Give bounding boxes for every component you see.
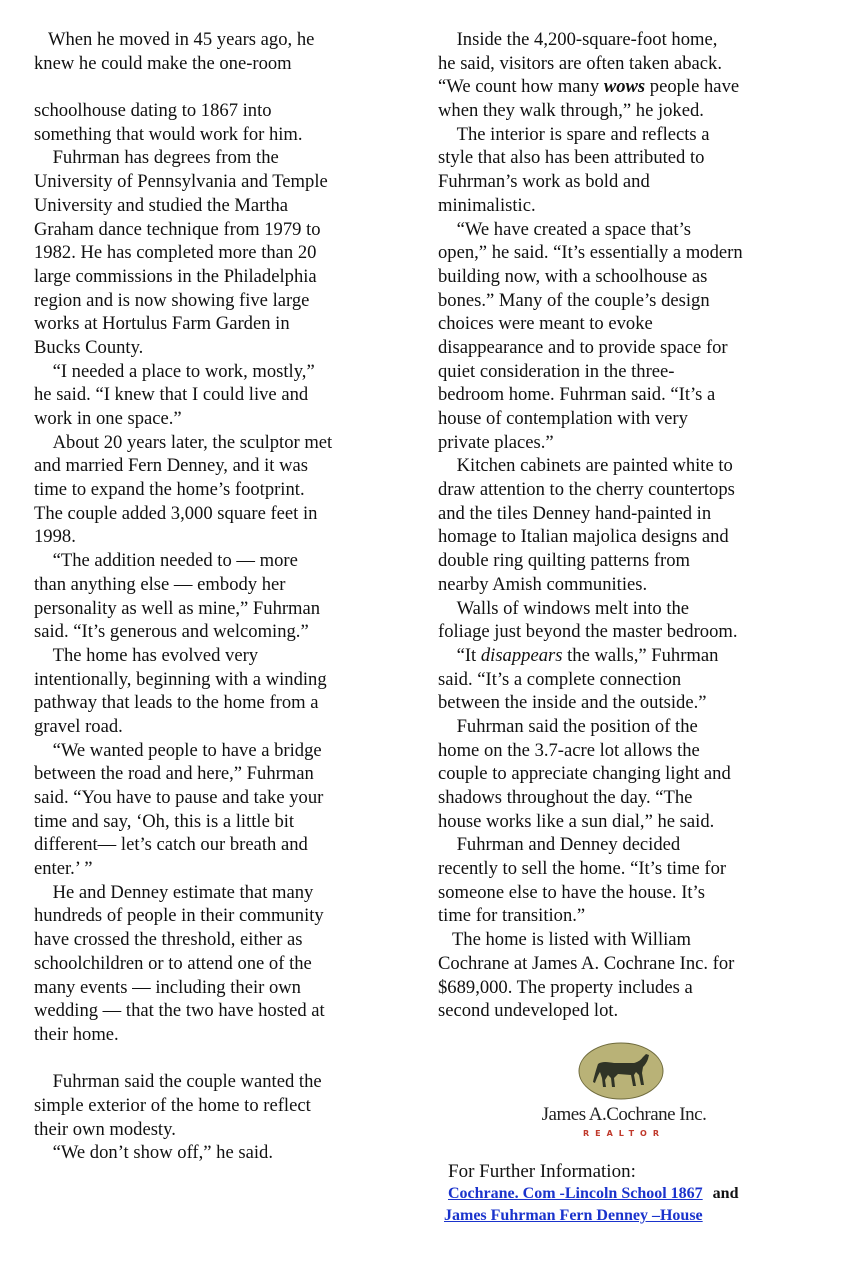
text-line: recently to sell the home. “It’s time for [438,858,727,880]
text-line: their home. [34,1023,119,1045]
text-line: intentionally, beginning with a winding [34,668,327,690]
text-line: Fuhrman has degrees from the [34,147,279,169]
horse-logo-icon [578,1042,664,1100]
text-line: their own modesty. [34,1118,176,1140]
text-line: hundreds of people in their community [34,905,324,927]
text-line: shadows throughout the day. “The [438,787,693,808]
text-line: bedroom home. Fuhrman said. “It’s a [438,384,716,406]
text-line: Inside the 4,200-square-foot home, [438,29,718,50]
realtor-subtitle: REALTOR [582,1129,665,1138]
text-line: “We wanted people to have a bridge [34,739,322,761]
text-line: house works like a sun dial,” he said. [438,810,715,832]
text-line [438,644,818,668]
text-line: between the inside and the outside.” [438,692,707,714]
text-line: something that would work for him. [34,123,303,145]
link-row [444,1205,848,1227]
cochrane-lincoln-school-link[interactable]: Cochrane. Com -Lincoln School 1867 [448,1185,703,1202]
text-line: house of contemplation with very [438,408,688,429]
text-line: nearby Amish communities. [438,573,648,595]
text-line: he said, visitors are often taken aback. [438,52,722,74]
text-line: when they walk through,” he joked. [438,100,704,122]
text-line: Graham dance technique from 1979 to [34,218,321,240]
text-line: Walls of windows melt into the [438,597,690,619]
text-line: schoolchildren or to attend one of the [34,952,312,974]
text-line: The interior is spare and reflects a [438,123,710,145]
paragraph-gap [34,1047,394,1071]
text-line: Bucks County. [34,336,144,358]
article-right-column [438,28,818,1023]
text-line: minimalistic. [438,194,536,216]
article-left-column [34,28,394,1165]
text-line: gravel road. [34,715,123,737]
paragraph-gap [34,75,394,99]
text-line: someone else to have the house. It’s [438,881,705,903]
text-line: have crossed the threshold, either as [34,929,303,951]
text-line: knew he could make the one-room [34,52,292,74]
text-line: bones.” Many of the couple’s design [438,289,710,311]
text-line: draw attention to the cherry countertops [438,479,735,501]
text-line: second undeveloped lot. [438,1000,619,1022]
text-line: style that also has been attributed to [438,147,705,169]
text-line: building now, with a schoolhouse as [438,265,708,287]
text-line: double ring quilting patterns from [438,550,691,572]
further-information [444,1160,848,1227]
emphasis-wows: wows [603,76,646,98]
text-line: “I needed a place to work, mostly,” [34,360,315,382]
text-segment: people have [645,76,740,98]
text-line: many events — including their own [34,976,301,998]
text-line: University of Pennsylvania and Temple [34,171,328,193]
text-line: 1982. He has completed more than 20 [34,242,317,264]
text-line: disappearance and to provide space for [438,336,728,358]
text-line: When he moved in 45 years ago, he [34,29,315,50]
text-line: personality as well as mine,” Fuhrman [34,597,321,619]
text-line: Fuhrman’s work as bold and [438,171,650,193]
text-line: schoolhouse dating to 1867 into [34,100,272,122]
text-line: Cochrane at James A. Cochrane Inc. for [438,952,735,974]
text-line: work in one space.” [34,408,182,429]
emphasis-disappears: disappears [480,644,563,666]
text-line: time for transition.” [438,905,586,927]
text-line: foliage just beyond the master bedroom. [438,621,738,643]
link-row [448,1183,848,1205]
text-line: time to expand the home’s footprint. [34,479,305,501]
text-line: between the road and here,” Fuhrman [34,763,314,785]
text-line: large commissions in the Philadelphia [34,265,317,287]
text-line: wedding — that the two have hosted at [34,1000,325,1022]
realtor-company-name: James A.Cochrane Inc. [541,1104,707,1125]
text-line: said. “It’s a complete connection [438,668,682,690]
text-line: home on the 3.7-acre lot allows the [438,739,700,761]
text-line: works at Hortulus Farm Garden in [34,313,290,335]
text-line: The couple added 3,000 square feet in [34,502,318,524]
text-line: than anything else — embody her [34,573,286,595]
text-line: time and say, ‘Oh, this is a little bit [34,810,295,832]
text-line: “The addition needed to — more [34,550,298,572]
text-segment: “We count how many [438,76,604,98]
text-line: region and is now showing five large [34,289,310,311]
text-segment: “It [438,644,481,666]
text-line: private places.” [438,431,554,453]
text-line: He and Denney estimate that many [34,881,314,903]
text-line: About 20 years later, the sculptor met [34,431,333,453]
text-line: Fuhrman and Denney decided [438,834,681,856]
text-line: The home is listed with William [438,929,691,951]
text-line: different— let’s catch our breath and [34,834,308,856]
text-line: $689,000. The property includes a [438,976,693,998]
text-line: enter.’ ” [34,858,93,880]
text-line [438,75,818,99]
text-line: Kitchen cabinets are painted white to [438,455,733,477]
text-line: 1998. [34,526,76,548]
text-line: “We don’t show off,” he said. [34,1142,273,1164]
text-line: said. “It’s generous and welcoming.” [34,621,309,643]
further-info-title: For Further Information: [448,1161,636,1182]
text-line: pathway that leads to the home from a [34,692,319,714]
text-line: University and studied the Martha [34,194,289,216]
text-line: and the tiles Denney hand-painted in [438,502,712,524]
text-line: simple exterior of the home to reflect [34,1094,311,1116]
text-line: he said. “I knew that I could live and [34,384,309,406]
text-line: Fuhrman said the position of the [438,715,698,737]
text-line: open,” he said. “It’s essentially a modern [438,242,743,264]
text-segment: the walls,” Fuhrman [562,644,719,666]
text-line: The home has evolved very [34,644,259,666]
text-line: “We have created a space that’s [438,218,691,240]
text-line: quiet consideration in the three- [438,360,675,382]
conjunction-text: and [712,1185,739,1202]
text-line: couple to appreciate changing light and [438,763,731,785]
text-line: Fuhrman said the couple wanted the [34,1071,322,1093]
text-line: homage to Italian majolica designs and [438,526,729,548]
text-line: said. “You have to pause and take your [34,787,324,808]
fuhrman-denney-house-link[interactable]: James Fuhrman Fern Denney –House [444,1207,703,1224]
text-line: choices were meant to evoke [438,313,653,335]
text-line: and married Fern Denney, and it was [34,455,308,477]
